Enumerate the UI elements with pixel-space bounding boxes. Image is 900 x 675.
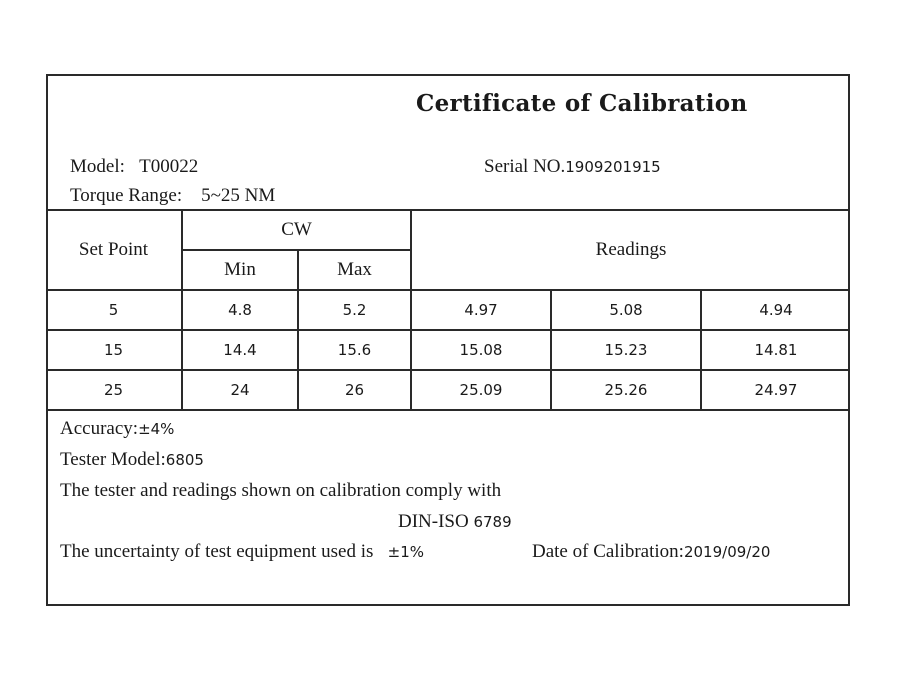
min-cell: 24: [182, 370, 298, 410]
date-label: Date of Calibration:: [532, 541, 684, 562]
set-point-cell: 5: [46, 290, 182, 330]
max-cell: 5.2: [298, 290, 411, 330]
date-value: 2019/09/20: [683, 543, 771, 561]
max-cell: 26: [298, 370, 411, 410]
readings-header: Readings: [411, 210, 850, 290]
uncertainty-text: The uncertainty of test equipment used is: [60, 541, 374, 562]
model-value: T00022: [139, 156, 199, 177]
reading-cell: 5.08: [551, 290, 701, 330]
reading-cell: 24.97: [701, 370, 850, 410]
uncertainty-line: [60, 541, 424, 563]
max-header: Max: [298, 250, 411, 290]
set-point-cell: 15: [46, 330, 182, 370]
standard-value: 6789: [473, 513, 512, 531]
standard-line: [398, 511, 512, 533]
date-line: [532, 541, 770, 563]
tester-line: [60, 449, 204, 471]
torque-label: Torque Range:: [70, 185, 183, 206]
serial-line: [484, 156, 661, 178]
min-header: Min: [182, 250, 298, 290]
torque-value: 5~25 NM: [201, 185, 276, 206]
reading-cell: 25.26: [551, 370, 701, 410]
calibration-certificate: [46, 74, 850, 606]
tester-label: Tester Model:: [60, 449, 166, 470]
serial-value: 1909201915: [565, 158, 661, 176]
reading-cell: 14.81: [701, 330, 850, 370]
min-cell: 4.8: [182, 290, 298, 330]
reading-cell: 4.97: [411, 290, 551, 330]
uncertainty-value: ±1%: [387, 543, 425, 561]
model-label: Model:: [70, 156, 125, 177]
tester-value: 6805: [165, 451, 204, 469]
reading-cell: 15.08: [411, 330, 551, 370]
reading-cell: 4.94: [701, 290, 850, 330]
accuracy-label: Accuracy:: [60, 418, 139, 439]
cw-header: CW: [182, 210, 411, 250]
serial-label: Serial NO.: [484, 156, 566, 177]
max-cell: 15.6: [298, 330, 411, 370]
table-row: [46, 330, 850, 370]
reading-cell: 25.09: [411, 370, 551, 410]
standard-label: DIN-ISO: [398, 511, 469, 532]
accuracy-line: [60, 418, 174, 440]
torque-line: [70, 185, 275, 207]
table-row: [46, 290, 850, 330]
set-point-header: Set Point: [46, 210, 182, 290]
reading-cell: 15.23: [551, 330, 701, 370]
set-point-cell: 25: [46, 370, 182, 410]
table-row: [46, 370, 850, 410]
model-line: [70, 156, 198, 178]
min-cell: 14.4: [182, 330, 298, 370]
calibration-table: [46, 209, 850, 411]
accuracy-value: ±4%: [138, 420, 175, 438]
certificate-title: Certificate of Calibration: [416, 90, 748, 117]
comply-text: The tester and readings shown on calibration comply with: [60, 480, 502, 501]
